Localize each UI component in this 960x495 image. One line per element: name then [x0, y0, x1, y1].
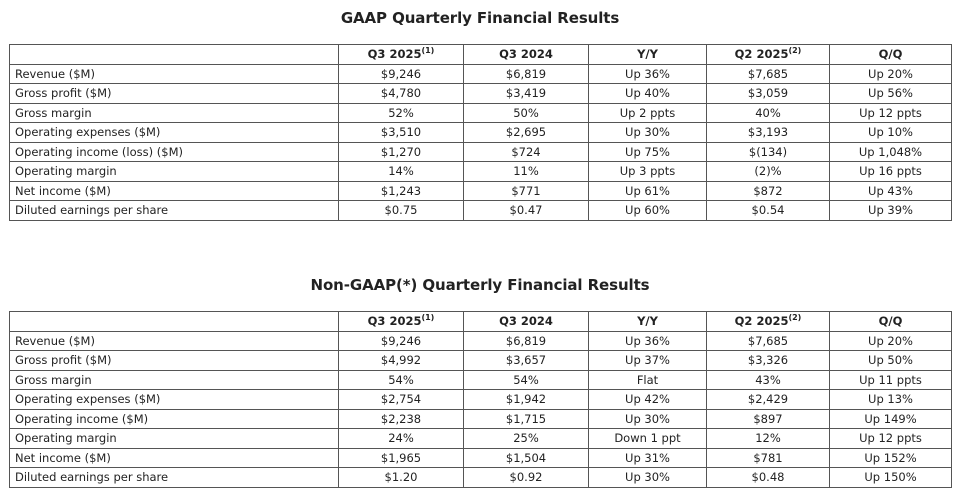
- cell-yy: Up 2 ppts: [589, 103, 707, 123]
- cell-q3-2025: $1,965: [339, 448, 464, 468]
- cell-qq: Up 1,048%: [830, 142, 952, 162]
- cell-qq: Up 20%: [830, 64, 952, 84]
- cell-q2-2025: $3,059: [707, 84, 830, 104]
- cell-qq: Up 56%: [830, 84, 952, 104]
- table-row: [10, 370, 952, 390]
- cell-yy: Up 37%: [589, 351, 707, 371]
- cell-q2-2025: $3,193: [707, 123, 830, 143]
- table-row: [10, 409, 952, 429]
- row-label: Net income ($M): [10, 181, 339, 201]
- header-q3-2024: Q3 2024: [464, 45, 589, 65]
- cell-qq: Up 149%: [830, 409, 952, 429]
- header-q2-2025: Q2 2025$^{(2)}$: [707, 45, 830, 65]
- cell-qq: Up 16 ppts: [830, 162, 952, 182]
- header-qq: Q/Q: [830, 45, 952, 65]
- table-row: [10, 84, 952, 104]
- cell-q2-2025: 43%: [707, 370, 830, 390]
- cell-q2-2025: $897: [707, 409, 830, 429]
- cell-q3-2024: $1,715: [464, 409, 589, 429]
- cell-q3-2025: $9,246: [339, 64, 464, 84]
- row-label: Gross margin: [10, 370, 339, 390]
- table-row: [10, 64, 952, 84]
- header-qq: Q/Q: [830, 312, 952, 332]
- row-label: Revenue ($M): [10, 64, 339, 84]
- cell-q2-2025: $781: [707, 448, 830, 468]
- cell-q2-2025: (2)%: [707, 162, 830, 182]
- cell-q3-2024: 25%: [464, 429, 589, 449]
- table-row: [10, 162, 952, 182]
- row-label: Revenue ($M): [10, 331, 339, 351]
- row-label: Gross profit ($M): [10, 351, 339, 371]
- cell-yy: Up 31%: [589, 448, 707, 468]
- header-q3-2025: Q3 2025$^{(1)}$: [339, 45, 464, 65]
- table-row: [10, 181, 952, 201]
- cell-q3-2024: $3,419: [464, 84, 589, 104]
- cell-q3-2024: 11%: [464, 162, 589, 182]
- table-row: [10, 429, 952, 449]
- nongaap-results-table: [9, 311, 952, 488]
- table-row: [10, 351, 952, 371]
- cell-q3-2025: $2,754: [339, 390, 464, 410]
- cell-q2-2025: $0.48: [707, 468, 830, 488]
- header-yy: Y/Y: [589, 312, 707, 332]
- cell-q3-2024: $3,657: [464, 351, 589, 371]
- cell-q2-2025: $(134): [707, 142, 830, 162]
- cell-q3-2025: $4,992: [339, 351, 464, 371]
- cell-yy: Up 61%: [589, 181, 707, 201]
- row-label: Diluted earnings per share: [10, 468, 339, 488]
- footnote-1: (1): [421, 313, 435, 323]
- cell-q3-2024: $2,695: [464, 123, 589, 143]
- gaap-section: [0, 0, 960, 218]
- cell-qq: Up 39%: [830, 201, 952, 221]
- table-row: [10, 448, 952, 468]
- cell-q3-2025: $2,238: [339, 409, 464, 429]
- header-metric: [10, 312, 339, 332]
- cell-q2-2025: $3,326: [707, 351, 830, 371]
- cell-q2-2025: $2,429: [707, 390, 830, 410]
- table-row: [10, 201, 952, 221]
- cell-q3-2024: $6,819: [464, 64, 589, 84]
- cell-yy: Up 36%: [589, 331, 707, 351]
- row-label: Net income ($M): [10, 448, 339, 468]
- row-label: Gross margin: [10, 103, 339, 123]
- table-row: [10, 331, 952, 351]
- row-label: Operating margin: [10, 162, 339, 182]
- table-row: [10, 123, 952, 143]
- cell-yy: Up 36%: [589, 64, 707, 84]
- table-row: [10, 142, 952, 162]
- row-label: Operating margin: [10, 429, 339, 449]
- cell-q2-2025: 12%: [707, 429, 830, 449]
- header-q3-2024: Q3 2024: [464, 312, 589, 332]
- header-q3-2025: Q3 2025$^{(1)}$: [339, 312, 464, 332]
- cell-q3-2024: 54%: [464, 370, 589, 390]
- gaap-table-title: GAAP Quarterly Financial Results: [340, 9, 620, 27]
- cell-q3-2025: 54%: [339, 370, 464, 390]
- cell-qq: Up 10%: [830, 123, 952, 143]
- row-label: Operating income ($M): [10, 409, 339, 429]
- cell-qq: Up 50%: [830, 351, 952, 371]
- cell-q3-2025: $0.75: [339, 201, 464, 221]
- cell-yy: Up 42%: [589, 390, 707, 410]
- table-header-row: [10, 312, 952, 332]
- footnote-2: (2): [788, 313, 802, 323]
- row-label: Diluted earnings per share: [10, 201, 339, 221]
- cell-q3-2025: $4,780: [339, 84, 464, 104]
- cell-q2-2025: $7,685: [707, 331, 830, 351]
- gaap-results-table: [9, 44, 952, 221]
- cell-qq: Up 152%: [830, 448, 952, 468]
- cell-q3-2024: $0.92: [464, 468, 589, 488]
- row-label: Operating expenses ($M): [10, 123, 339, 143]
- table-header-row: [10, 45, 952, 65]
- row-label: Gross profit ($M): [10, 84, 339, 104]
- cell-qq: Up 12 ppts: [830, 103, 952, 123]
- cell-q3-2024: $771: [464, 181, 589, 201]
- cell-yy: Down 1 ppt: [589, 429, 707, 449]
- cell-qq: Up 11 ppts: [830, 370, 952, 390]
- cell-q3-2025: $1.20: [339, 468, 464, 488]
- cell-q3-2024: $6,819: [464, 331, 589, 351]
- table-row: [10, 468, 952, 488]
- cell-q3-2025: 24%: [339, 429, 464, 449]
- cell-yy: Up 3 ppts: [589, 162, 707, 182]
- cell-q2-2025: $0.54: [707, 201, 830, 221]
- cell-q3-2024: $0.47: [464, 201, 589, 221]
- cell-yy: Up 40%: [589, 84, 707, 104]
- header-yy: Y/Y: [589, 45, 707, 65]
- cell-q3-2024: $1,504: [464, 448, 589, 468]
- cell-q3-2025: $3,510: [339, 123, 464, 143]
- cell-q3-2025: $1,270: [339, 142, 464, 162]
- nongaap-section: [0, 267, 960, 485]
- cell-q3-2024: 50%: [464, 103, 589, 123]
- footnote-1: (1): [421, 46, 435, 56]
- cell-yy: Up 60%: [589, 201, 707, 221]
- cell-q3-2024: $1,942: [464, 390, 589, 410]
- cell-yy: Up 30%: [589, 468, 707, 488]
- cell-qq: Up 43%: [830, 181, 952, 201]
- cell-q3-2025: $1,243: [339, 181, 464, 201]
- header-metric: [10, 45, 339, 65]
- cell-q3-2025: $9,246: [339, 331, 464, 351]
- cell-q2-2025: 40%: [707, 103, 830, 123]
- cell-yy: Up 30%: [589, 409, 707, 429]
- cell-q3-2024: $724: [464, 142, 589, 162]
- cell-q2-2025: $7,685: [707, 64, 830, 84]
- table-row: [10, 390, 952, 410]
- cell-qq: Up 150%: [830, 468, 952, 488]
- cell-yy: Up 75%: [589, 142, 707, 162]
- row-label: Operating income (loss) ($M): [10, 142, 339, 162]
- cell-qq: Up 20%: [830, 331, 952, 351]
- cell-qq: Up 13%: [830, 390, 952, 410]
- cell-qq: Up 12 ppts: [830, 429, 952, 449]
- cell-q3-2025: 52%: [339, 103, 464, 123]
- cell-yy: Flat: [589, 370, 707, 390]
- header-q2-2025: Q2 2025$^{(2)}$: [707, 312, 830, 332]
- cell-q3-2025: 14%: [339, 162, 464, 182]
- cell-yy: Up 30%: [589, 123, 707, 143]
- row-label: Operating expenses ($M): [10, 390, 339, 410]
- cell-q2-2025: $872: [707, 181, 830, 201]
- table-row: [10, 103, 952, 123]
- footnote-2: (2): [788, 46, 802, 56]
- nongaap-table-title: Non-GAAP(*) Quarterly Financial Results: [310, 276, 650, 294]
